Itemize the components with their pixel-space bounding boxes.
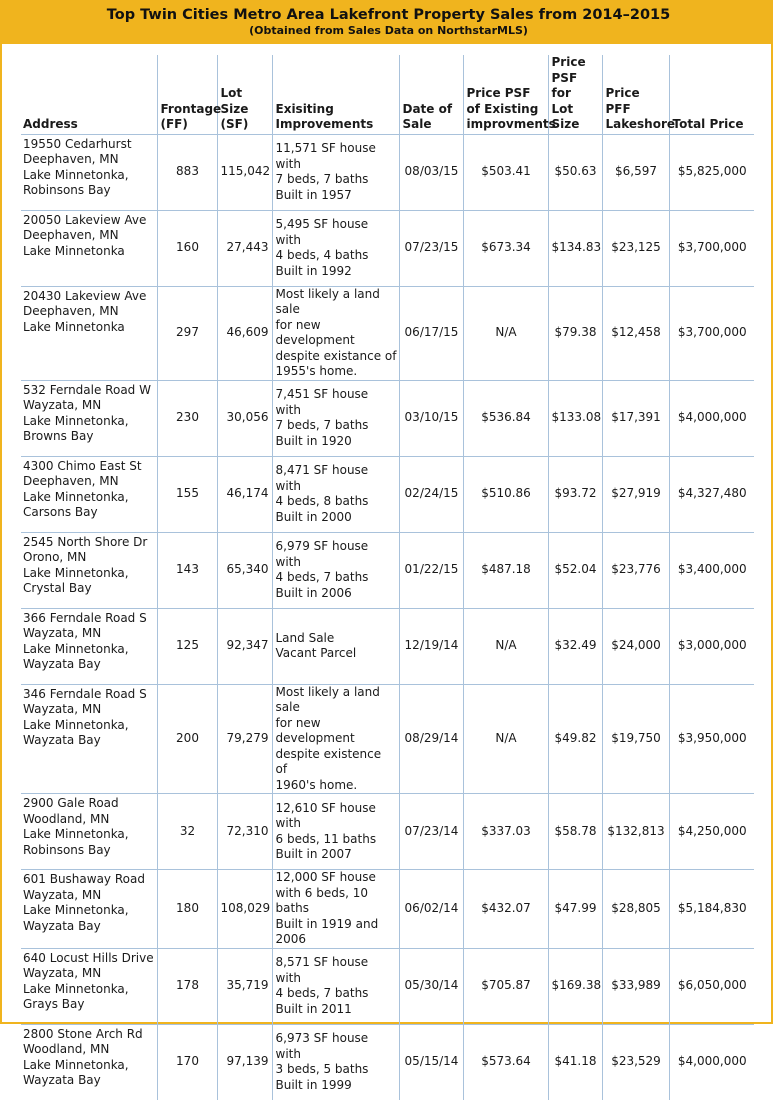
column-header-label: Exisiting Improvements [275,101,374,131]
frontage-cell: 160 [157,210,217,286]
table-body [21,134,754,1100]
lot-size-cell: 46,609 [217,286,272,380]
pff-lakeshore-cell: $27,919 [602,456,669,532]
psf-improvements-cell: N/A [463,684,548,794]
pff-lakeshore-cell: $17,391 [602,380,669,456]
column-header-improvements [272,55,399,134]
date-cell: 06/02/14 [399,870,463,949]
psf-improvements-cell: $337.03 [463,794,548,870]
address-cell: 2800 Stone Arch Rd Woodland, MN Lake Minnetonka, Wayzata Bay [23,1026,143,1087]
table-row [21,134,754,210]
table-row [21,380,754,456]
column-header-label: Address [23,117,78,131]
address-cell: 20050 Lakeview Ave Deephaven, MN Lake Minnetonka [21,210,157,286]
frontage-cell: 155 [157,456,217,532]
lot-size-cell: 115,042 [217,134,272,210]
date-cell: 08/29/14 [399,684,463,794]
psf-improvements-cell: $673.34 [463,210,548,286]
column-header-label: Price PFF Lakeshore [605,86,676,131]
table-row [21,286,754,380]
total-price-cell: $3,700,000 [669,210,754,286]
total-price-cell: $4,000,000 [669,1024,754,1100]
date-cell: 06/17/15 [399,286,463,380]
improvements-cell: 12,610 SF house with 6 beds, 11 baths Built in 2007 [272,794,399,870]
table-row [21,794,754,870]
address-cell: 2545 North Shore Dr Orono, MN Lake Minnetonka, Crystal Bay [21,532,157,608]
psf-improvements-cell: $487.18 [463,532,548,608]
psf-lot-cell: $50.63 [548,134,602,210]
psf-lot-cell: $49.82 [548,684,602,794]
pff-lakeshore-cell: $23,776 [602,532,669,608]
psf-lot-cell: $79.38 [548,286,602,380]
frontage-cell: 883 [157,134,217,210]
column-header-pff-lakeshore [602,55,676,134]
psf-lot-cell: $169.38 [548,948,602,1024]
column-header-total-price [669,55,754,134]
lot-size-cell: 72,310 [217,794,272,870]
column-header-label: Date of Sale [402,101,453,131]
total-price-cell: $3,400,000 [669,532,754,608]
date-cell: 05/15/14 [399,1024,463,1100]
total-price-cell: $6,050,000 [669,948,754,1024]
total-price-cell: $4,000,000 [669,380,754,456]
page-title: Top Twin Cities Metro Area Lakefront Property Sales from 2014–2015 [106,7,671,23]
improvements-cell: Most likely a land sale for new development despite existance of 1955's home. [272,286,399,380]
pff-lakeshore-cell: $19,750 [602,684,669,794]
table-row [21,532,754,608]
page-subtitle: (Obtained from Sales Data on NorthstarMLS) [249,24,528,37]
frontage-cell: 180 [157,870,217,949]
column-header-address [21,55,157,134]
table-row [21,948,754,1024]
improvements-cell: 7,451 SF house with 7 beds, 7 baths Built in 1920 [272,380,399,456]
header-row [21,55,754,134]
psf-improvements-cell: $536.84 [463,380,548,456]
psf-lot-cell: $52.04 [548,532,602,608]
pff-lakeshore-cell: $24,000 [602,608,669,684]
pff-lakeshore-cell: $23,125 [602,210,669,286]
psf-improvements-cell: N/A [463,608,548,684]
lot-size-cell: 108,029 [217,870,272,949]
address-cell: 366 Ferndale Road S Wayzata, MN Lake Minnetonka, Wayzata Bay [21,608,157,684]
column-header-label: Frontage (FF) [160,101,222,131]
total-price-cell: $3,950,000 [669,684,754,794]
frontage-cell: 143 [157,532,217,608]
frontage-cell: 32 [157,794,217,870]
date-cell: 07/23/14 [399,794,463,870]
pff-lakeshore-cell: $23,529 [602,1024,669,1100]
pff-lakeshore-cell: $33,989 [602,948,669,1024]
lot-size-cell: 46,174 [217,456,272,532]
psf-improvements-cell: $432.07 [463,870,548,949]
psf-lot-cell: $47.99 [548,870,602,949]
lot-size-cell: 97,139 [217,1024,272,1100]
improvements-cell: 6,973 SF house with 3 beds, 5 baths Built in 1999 [272,1024,399,1100]
address-cell: 2900 Gale Road Woodland, MN Lake Minnetonka, Robinsons Bay [21,794,157,870]
psf-improvements-cell: $503.41 [463,134,548,210]
psf-lot-cell: $93.72 [548,456,602,532]
frontage-cell: 297 [157,286,217,380]
table-row [21,870,754,949]
column-header-date [399,55,463,134]
psf-improvements-cell: N/A [463,286,548,380]
lot-size-cell: 27,443 [217,210,272,286]
improvements-cell: 8,471 SF house with 4 beds, 8 baths Built in 2000 [272,456,399,532]
total-price-cell: $3,700,000 [669,286,754,380]
psf-lot-cell: $134.83 [548,210,602,286]
improvements-cell: 6,979 SF house with 4 beds, 7 baths Built in 2006 [272,532,399,608]
pff-lakeshore-cell: $12,458 [602,286,669,380]
date-cell: 02/24/15 [399,456,463,532]
column-header-label: Price PSF of Existing improvments [466,86,556,131]
frontage-cell: 178 [157,948,217,1024]
date-cell: 07/23/15 [399,210,463,286]
psf-lot-cell: $41.18 [548,1024,602,1100]
pff-lakeshore-cell: $132,813 [602,794,669,870]
lot-size-cell: 65,340 [217,532,272,608]
improvements-cell: 8,571 SF house with 4 beds, 7 baths Built in 2011 [272,948,399,1024]
column-header-psf-lot [548,55,602,134]
total-price-cell: $5,184,830 [669,870,754,949]
psf-lot-cell: $133.08 [548,380,602,456]
column-header-lot-size [217,55,272,134]
lot-size-cell: 92,347 [217,608,272,684]
column-header-label: Price PSF for Lot Size [551,55,586,131]
date-cell: 05/30/14 [399,948,463,1024]
improvements-cell: 12,000 SF house with 6 beds, 10 baths Built in 1919 and 2006 [272,870,399,949]
table-row [21,210,754,286]
psf-lot-cell: $58.78 [548,794,602,870]
address-cell: 601 Bushaway Road Wayzata, MN Lake Minnetonka, Wayzata Bay [21,870,157,949]
lot-size-cell: 79,279 [217,684,272,794]
frontage-cell: 230 [157,380,217,456]
column-header-label: Lot Size (SF) [220,86,249,131]
address-cell: 20430 Lakeview Ave Deephaven, MN Lake Minnetonka [21,286,157,380]
psf-improvements-cell: $573.64 [463,1024,548,1100]
total-price-cell: $5,825,000 [669,134,754,210]
psf-improvements-cell: $705.87 [463,948,548,1024]
date-cell: 12/19/14 [399,608,463,684]
address-cell: 19550 Cedarhurst Deephaven, MN Lake Minnetonka, Robinsons Bay [21,134,157,210]
lot-size-cell: 35,719 [217,948,272,1024]
address-cell: 346 Ferndale Road S Wayzata, MN Lake Minnetonka, Wayzata Bay [21,684,157,794]
psf-lot-cell: $32.49 [548,608,602,684]
improvements-cell: 11,571 SF house with 7 beds, 7 baths Built in 1957 [272,134,399,210]
date-cell: 08/03/15 [399,134,463,210]
address-cell: 4300 Chimo East St Deephaven, MN Lake Minnetonka, Carsons Bay [21,456,157,532]
address-cell: 532 Ferndale Road W Wayzata, MN Lake Minnetonka, Browns Bay [21,380,157,456]
sales-table [21,55,754,1100]
total-price-cell: $4,327,480 [669,456,754,532]
table-row [21,1024,754,1100]
improvements-cell: 5,495 SF house with 4 beds, 4 baths Built in 1992 [272,210,399,286]
date-cell: 03/10/15 [399,380,463,456]
table-row [21,456,754,532]
total-price-cell: $3,000,000 [669,608,754,684]
frontage-cell: 200 [157,684,217,794]
pff-lakeshore-cell: $6,597 [602,134,669,210]
pff-lakeshore-cell: $28,805 [602,870,669,949]
frontage-cell: 170 [157,1024,217,1100]
column-header-frontage [157,55,222,134]
column-header-label: Total Price [672,117,744,131]
improvements-cell: Land Sale Vacant Parcel [272,608,399,684]
psf-improvements-cell: $510.86 [463,456,548,532]
improvements-cell: Most likely a land sale for new development despite existence of 1960's home. [272,684,399,794]
lot-size-cell: 30,056 [217,380,272,456]
title-banner [2,2,773,44]
frontage-cell: 125 [157,608,217,684]
column-header-psf-improvements [463,55,556,134]
date-cell: 01/22/15 [399,532,463,608]
table-row [21,684,754,794]
table-row [21,608,754,684]
total-price-cell: $4,250,000 [669,794,754,870]
address-cell: 640 Locust Hills Drive Wayzata, MN Lake Minnetonka, Grays Bay [21,948,157,1024]
